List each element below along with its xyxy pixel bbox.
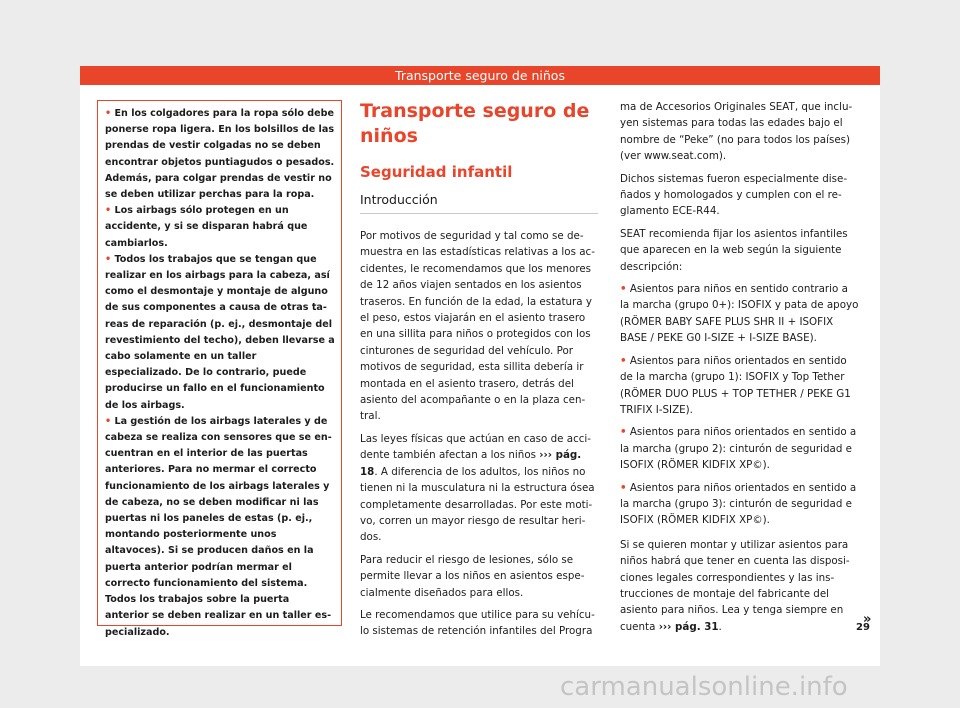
bullet-icon: • [620,426,627,439]
bullet-icon: • [105,205,112,217]
paragraph: ma de Accesorios Originales SEAT, que incluyen sistemas para todas las edades bajo el nombre de “Peke” (no para todos los países) (ver www.seat.com). [620,101,853,163]
bullet-icon: • [620,481,627,494]
middle-column [360,99,598,646]
page-reference-link[interactable]: ››› pág. 31 [658,620,719,633]
continue-arrow-icon: » [863,612,872,627]
bullet-icon: • [620,283,627,296]
paragraph: Para reducir el riesgo de lesiones, sólo se permite llevar a los niños en asientos especialmente diseñados para ellos. [360,553,585,599]
paragraph: Las leyes físicas que actúan en caso de accidente también afectan a los niños ››› pág. 18. A diferencia de los adultos, los niños no tienen ni la musculatura ni la estructura ósea completamente desarrolladas. Por este motivo, corren un mayor riesgo de resultar heridos. [360,432,595,544]
paragraph: Le recomendamos que utilice para su vehículo sistemas de retención infantiles del Progra [360,608,595,638]
page-reference-link[interactable]: ››› pág. 18 [360,449,582,478]
bullet-icon: • [105,108,112,119]
paragraph: Si se quieren montar y utilizar asientos para niños habrá que tener en cuenta las disposiciones legales correspondientes y las instrucciones de montaje del fabricante del asiento para niños. Lea y tenga siempre en cuenta ››› pág. 31. [620,538,850,633]
paragraph: Por motivos de seguridad y tal como se demuestra en las estadísticas relativas a los accidentes, le recomendamos que los menores de 12 años viajen sentados en los asientos traseros. En función de la edad, la estatura y el peso, estos viajarán en el asiento trasero en una sillita para niños o protegidos con los cinturones de seguridad del vehículo. Por motivos de seguridad, esta sillita debería ir montada en el asiento trasero, detrás del asiento del acompañante o en la plaza central. [360,230,595,423]
list-item: • Asientos para niños orientados en sentido a la marcha (grupo 3): cinturón de seguridad e ISOFIX (RÖMER KIDFIX XP©). [620,481,857,527]
warning-item: • Los airbags sólo protegen en un accidente, y si se disparan habrá que cambiarlos. [105,205,308,249]
page-number: 29 [856,622,870,633]
bullet-icon: • [105,253,112,265]
warning-list [105,106,335,641]
bullet-icon: • [105,415,112,427]
bullet-icon: • [620,354,627,367]
warning-item: • Todos los trabajos que se tengan que realizar en los airbags para la cabeza, así como el desmontaje y montaje de alguno de sus componentes a causa de otras tareas de reparación (p. ej., desmontaje del revestimiento del techo), deben llevarse a cabo solamente en un taller especializado. De lo contrario, puede producirse un fallo en el funcionamiento de los airbags. [105,253,335,411]
warning-item: • La gestión de los airbags laterales y de cabeza se realiza con sensores que se encuentran en el interior de las puertas anteriores. Para no mermar el correcto funcionamiento de los airbags laterales y de cabeza, no se deben modificar ni las puertas ni los paneles de estas (p. ej., montando posteriormente unos altavoces). Si se producen daños en la puerta anterior podrían mermar el correcto funcionamiento del sistema. Todos los trabajos sobre la puerta anterior se deben realizar en un taller especializado. [105,415,332,638]
manual-page [80,66,880,666]
paragraph: SEAT recomienda fijar los asientos infantiles que aparecen en la web según la siguiente descripción: [620,227,848,273]
paragraph: Dichos sistemas fueron especialmente diseñados y homologados y cumplen con el reglamento ECE-R44. [620,172,848,218]
warning-item: • En los colgadores para la ropa sólo debe ponerse ropa ligera. En los bolsillos de las prendas de vestir colgadas no se deben encontrar objetos puntiagudos o pesados. Además, para colgar prendas de vestir no se deben utilizar perchas para la ropa. [105,108,335,201]
section-subsubtitle: Introducción [360,191,598,214]
list-item: • Asientos para niños orientados en sentido de la marcha (grupo 1): ISOFIX y Top Tether (RÖMER DUO PLUS + TOP TETHER / PEKE G1 TRIFIX I-SIZE). [620,354,851,416]
list-item: • Asientos para niños en sentido contrario a la marcha (grupo 0+): ISOFIX y pata de apoyo (RÖMER BABY SAFE PLUS SHR II + ISOFIX BASE / PEKE G0 I-SIZE + I-SIZE BASE). [620,283,859,345]
section-title: Transporte seguro de niños [360,100,590,147]
list-item: • Asientos para niños orientados en sentido a la marcha (grupo 2): cinturón de seguridad e ISOFIX (RÖMER KIDFIX XP©). [620,426,857,472]
page-header-title: Transporte seguro de niños [395,68,565,83]
section-subtitle: Seguridad infantil [360,163,513,181]
right-column [620,99,860,641]
watermark: carmanualsonline.info [560,672,848,702]
